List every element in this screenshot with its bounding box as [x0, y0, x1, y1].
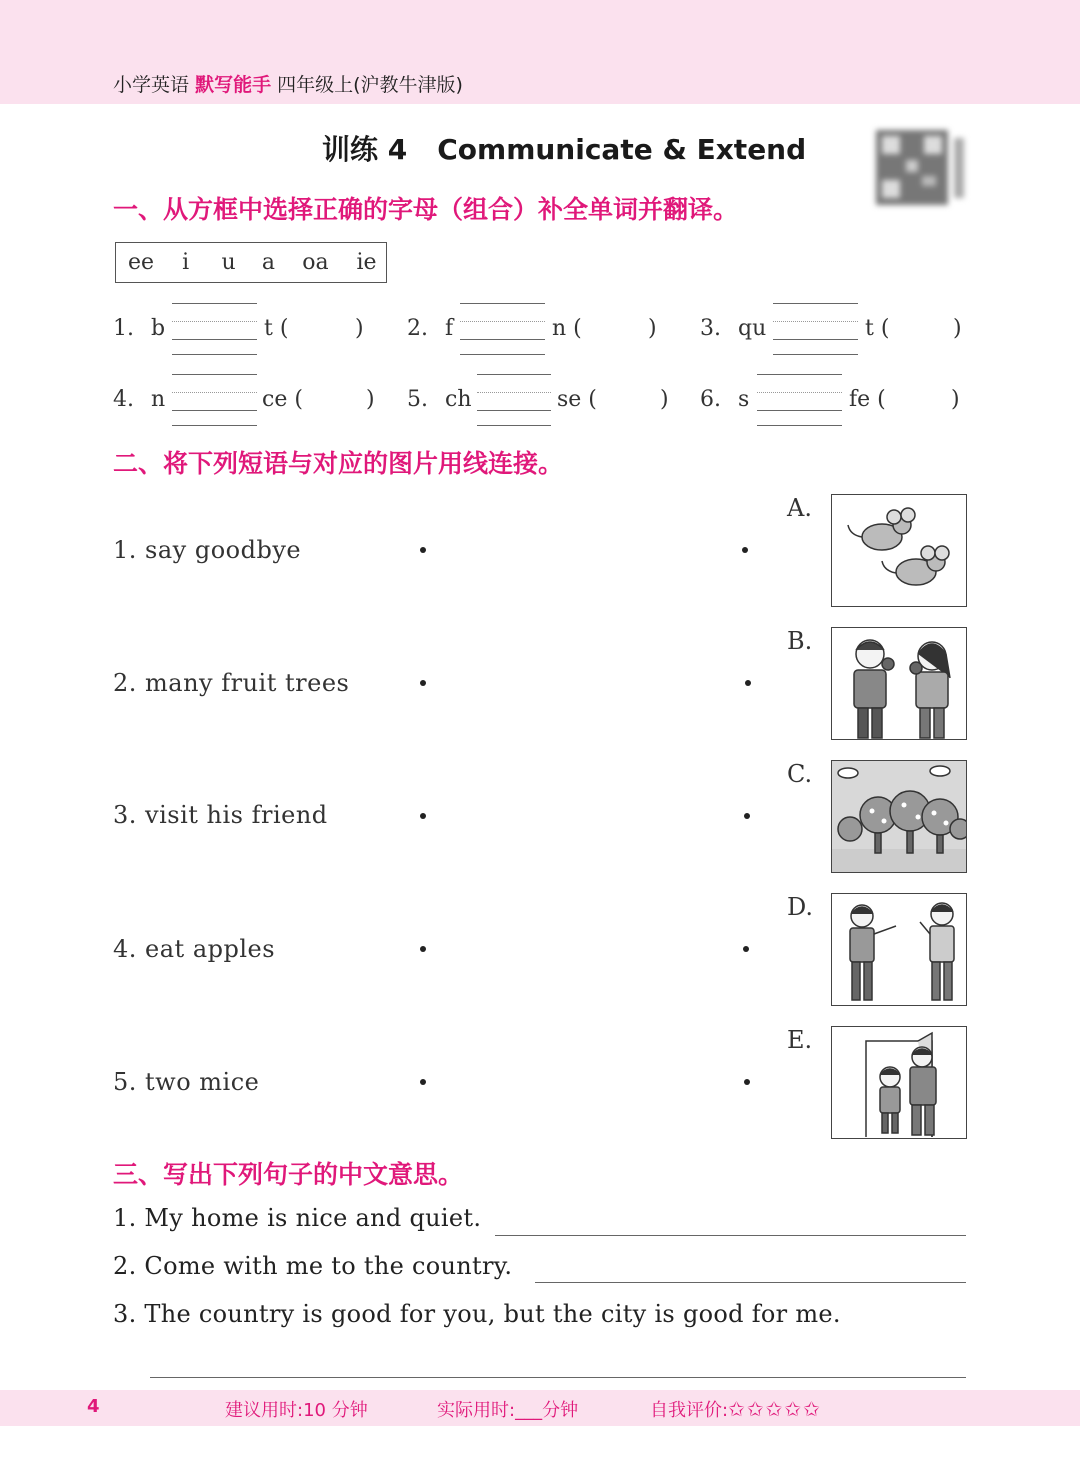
item-number: 6.: [700, 387, 721, 412]
sentence-item: 2. Come with me to the country.: [113, 1252, 513, 1280]
fruit-trees-picture: [831, 760, 967, 873]
phrase-item: 5. two mice: [113, 1068, 260, 1096]
letter-option: ee: [128, 250, 155, 275]
word-suffix: fe (: [849, 387, 886, 412]
section2-heading: 二、将下列短语与对应的图片用线连接。: [113, 449, 564, 478]
picture-label: E.: [787, 1026, 813, 1054]
word-suffix-4: [262, 387, 303, 412]
section3-heading: 三、写出下列句子的中文意思。: [113, 1160, 464, 1189]
left-match-dot[interactable]: [420, 946, 426, 952]
right-match-dot[interactable]: [742, 547, 748, 553]
word-suffix: n (: [552, 316, 582, 341]
picture-label: C.: [787, 760, 813, 788]
qr-code-icon[interactable]: [876, 130, 968, 205]
two-mice-picture: [831, 494, 967, 607]
paren-close: ): [648, 316, 657, 341]
four-line-blank[interactable]: [477, 374, 551, 426]
picture-label: B.: [787, 627, 813, 655]
four-line-blank[interactable]: [757, 374, 842, 426]
word-fill-item-1: [113, 316, 165, 341]
four-line-blank[interactable]: [460, 303, 545, 355]
word-prefix: n: [151, 387, 166, 412]
left-match-dot[interactable]: [420, 1079, 426, 1085]
picture-label: A.: [787, 494, 812, 522]
paren-close: ): [355, 316, 364, 341]
rating-stars-icon[interactable]: ✩✩✩✩✩: [728, 1397, 822, 1421]
phrase-item: 1. say goodbye: [113, 536, 302, 564]
right-match-dot[interactable]: [744, 813, 750, 819]
left-match-dot[interactable]: [420, 547, 426, 553]
letter-option: oa: [302, 250, 329, 275]
paren-close: ): [366, 387, 375, 412]
word-prefix: qu: [738, 316, 767, 341]
word-fill-item-3: [700, 316, 766, 341]
letter-choice-box: [115, 242, 387, 283]
letter-option: u: [221, 250, 236, 275]
word-suffix: se (: [557, 387, 597, 412]
phrase-item: 4. eat apples: [113, 935, 276, 963]
visit-door-picture: [831, 1026, 967, 1139]
answer-line[interactable]: [495, 1235, 966, 1236]
word-fill-item-6: [700, 387, 749, 412]
word-suffix-1: [264, 316, 288, 341]
paren-close: ): [951, 387, 960, 412]
book-brand: 默写能手: [195, 74, 272, 96]
self-rating-label: 自我评价:: [650, 1400, 729, 1421]
two-kids-eating-picture: [831, 627, 967, 740]
word-suffix-5: [557, 387, 597, 412]
letter-option: ie: [356, 250, 377, 275]
item-number: 2.: [407, 316, 428, 341]
self-rating: [650, 1396, 822, 1422]
word-suffix: ce (: [262, 387, 303, 412]
left-match-dot[interactable]: [420, 680, 426, 686]
letter-option: i: [182, 250, 190, 275]
picture-label: D.: [787, 893, 814, 921]
word-suffix-2: [552, 316, 582, 341]
sentence-item: 1. My home is nice and quiet.: [113, 1204, 482, 1232]
boys-waving-picture: [831, 893, 967, 1006]
item-number: 1.: [113, 316, 134, 341]
suggested-time: 建议用时:10 分钟: [225, 1400, 368, 1421]
word-suffix: t (: [865, 316, 890, 341]
word-prefix: ch: [445, 387, 472, 412]
four-line-blank[interactable]: [773, 303, 858, 355]
right-match-dot[interactable]: [743, 946, 749, 952]
page-title: [322, 128, 806, 168]
four-line-blank[interactable]: [172, 303, 257, 355]
paren-close: ): [953, 316, 962, 341]
phrase-item: 3. visit his friend: [113, 801, 328, 829]
training-number: 训练 4: [322, 133, 408, 166]
item-number: 5.: [407, 387, 428, 412]
training-title: Communicate & Extend: [437, 133, 807, 166]
word-suffix: t (: [264, 316, 289, 341]
right-match-dot[interactable]: [744, 1079, 750, 1085]
phrase-item: 2. many fruit trees: [113, 669, 350, 697]
book-title: [113, 70, 463, 97]
item-number: 4.: [113, 387, 134, 412]
book-title-prefix: 小学英语: [113, 74, 190, 96]
answer-line[interactable]: [150, 1377, 966, 1378]
word-suffix-3: [865, 316, 889, 341]
word-fill-item-2: [407, 316, 453, 341]
item-number: 3.: [700, 316, 721, 341]
letter-option: a: [261, 250, 276, 275]
section1-heading: 一、从方框中选择正确的字母（组合）补全单词并翻译。: [113, 195, 739, 224]
word-prefix: f: [445, 316, 454, 341]
book-title-suffix: 四年级上(沪教牛津版): [277, 74, 463, 96]
right-match-dot[interactable]: [745, 680, 751, 686]
page-number: 4: [87, 1396, 100, 1417]
paren-close: ): [660, 387, 669, 412]
left-match-dot[interactable]: [420, 813, 426, 819]
sentence-item: 3. The country is good for you, but the city is good for me.: [113, 1300, 841, 1328]
word-fill-item-5: [407, 387, 472, 412]
actual-time: 实际用时:___分钟: [437, 1400, 579, 1421]
answer-line[interactable]: [535, 1282, 966, 1283]
word-fill-item-4: [113, 387, 165, 412]
word-prefix: b: [151, 316, 166, 341]
four-line-blank[interactable]: [172, 374, 257, 426]
word-suffix-6: [849, 387, 886, 412]
word-prefix: s: [738, 387, 750, 412]
